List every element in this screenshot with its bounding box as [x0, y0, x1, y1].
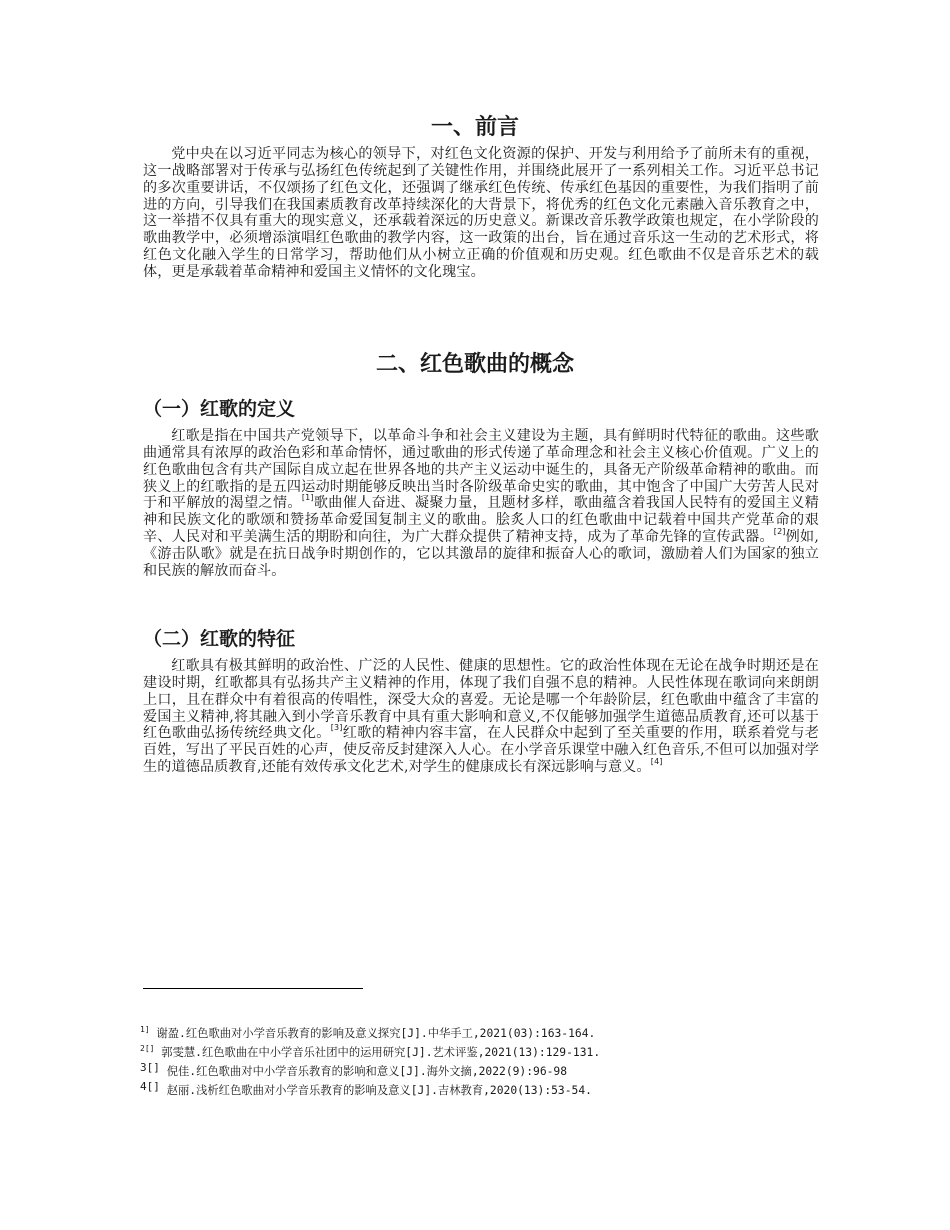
footnote-mark: 3[]: [140, 1061, 160, 1074]
subheading-definition: （一）红歌的定义: [143, 398, 296, 420]
definition-paragraph: [143, 428, 819, 580]
footnote-divider: [143, 988, 363, 989]
footnote-text: 赵丽.浅析红色歌曲对小学音乐教育的影响及意义[J].吉林教育,2020(13):53-54.: [166, 1084, 592, 1097]
features-text-2: 红歌的精神内容丰富，在人民群众中起到了至关重要的作用，联系着党与老百姓，写出了平民百姓的心声，使反帝反封建深入人心。在小学音乐课堂中融入红色音乐,不但可以加强对学生的道德品质教育,还能有效传承文化艺术,对学生的健康成长有深远影响与意义。: [143, 725, 820, 776]
footnote-item: [140, 1081, 820, 1100]
footnote-item: [140, 1062, 820, 1081]
features-paragraph: [143, 658, 819, 776]
footnote-item: [140, 1024, 820, 1043]
section-heading-preface: 一、前言: [430, 114, 519, 140]
footnote-mark: 1]: [140, 1025, 150, 1034]
footnote-mark: 4[]: [140, 1080, 160, 1093]
footnote-text: 谢盈.红色歌曲对小学音乐教育的影响及意义探究[J].中华手工,2021(03):163-164.: [156, 1027, 596, 1040]
citation-2: [2]: [773, 527, 786, 537]
definition-text-3: 例如,《游击队歌》就是在抗日战争时期创作的，它以其激昂的旋律和振奋人心的歌词，激励着人们为国家的独立和民族的解放而奋斗。: [143, 529, 819, 579]
citation-3: [3]: [330, 723, 343, 733]
footnote-mark: 2[]: [140, 1044, 155, 1053]
citation-4: [4]: [650, 757, 663, 767]
footnote-item: [140, 1043, 820, 1062]
footnotes: [140, 1024, 820, 1100]
footnote-text: 倪佳.红色歌曲对中小学音乐教育的影响和意义[J].海外文摘,2022(9):96-98: [166, 1065, 568, 1078]
footnote-text: 郭雯慧.红色歌曲在中小学音乐社团中的运用研究[J].艺术评鉴,2021(13):129-131.: [161, 1046, 601, 1059]
preface-paragraph: 党中央在以习近平同志为核心的领导下，对红色文化资源的保护、开发与利用给予了前所未有的重视，这一战略部署对于传承与弘扬红色传统起到了关键性作用，并围绕此展开了一系列相关工作。习近平总书记的多次重要讲话，不仅颂扬了红色文化，还强调了继承红色传统、传承红色基因的重要性，为我们指明了前进的方向，引导我们在我国素质教育改革持续深化的大背景下，将优秀的红色文化元素融入音乐教育之中，这一举措不仅具有重大的现实意义，还承载着深远的历史意义。新课改音乐教学政策也规定，在小学阶段的歌曲教学中，必须增添演唱红色歌曲的教学内容，这一政策的出台，旨在通过音乐这一生动的艺术形式，将红色文化融入学生的日常学习，帮助他们从小树立正确的价值观和历史观。红色歌曲不仅是音乐艺术的载体，更是承载着革命精神和爱国主义情怀的文化瑰宝。: [143, 146, 819, 280]
section-heading-concept: 二、红色歌曲的概念: [375, 351, 574, 377]
subheading-features: （二）红歌的特征: [143, 628, 296, 650]
definition-text-1: 红歌是指在中国共产党领导下，以革命斗争和社会主义建设为主题，具有鲜明时代特征的歌曲。这些歌曲通常具有浓厚的政治色彩和革命情怀，通过歌曲的形式传递了革命理念和社会主义核心价值观。广义上的红色歌曲包含有共产国际自成立起在世界各地的共产主义运动中诞生的，具备无产阶级革命精神的歌曲。而狭义上的红歌指的是五四运动时期能够反映出当时各阶级革命史实的歌曲，其中饱含了中国广大劳苦人民对于和平解放的渴望之情。: [143, 428, 819, 512]
definition-text-2: 歌曲催人奋进、凝聚力量，且题材多样，歌曲蕴含着我国人民特有的爱国主义精神和民族文化的歌颂和赞扬革命爱国复制主义的歌曲。脍炙人口的红色歌曲中记载着中国共产党革命的艰辛、人民对和平美满生活的期盼和向往，为广大群众提供了精神支持，成为了革命先锋的宣传武器。: [143, 495, 820, 546]
features-text-1: 红歌具有极其鲜明的政治性、广泛的人民性、健康的思想性。它的政治性体现在无论在战争时期还是在建设时期，红歌都具有弘扬共产主义精神的作用，体现了我们自强不息的精神。人民性体现在歌词向来朗朗上口，且在群众中有着很高的传唱性，深受大众的喜爱。无论是哪一个年龄阶层，红色歌曲中蕴含了丰富的爱国主义精神,将其融入到小学音乐教育中具有重大影响和意义,不仅能够加强学生道德品质教育,还可以基于红色歌曲弘扬传统经典文化。: [143, 658, 819, 742]
citation-1: [1]: [301, 493, 314, 503]
